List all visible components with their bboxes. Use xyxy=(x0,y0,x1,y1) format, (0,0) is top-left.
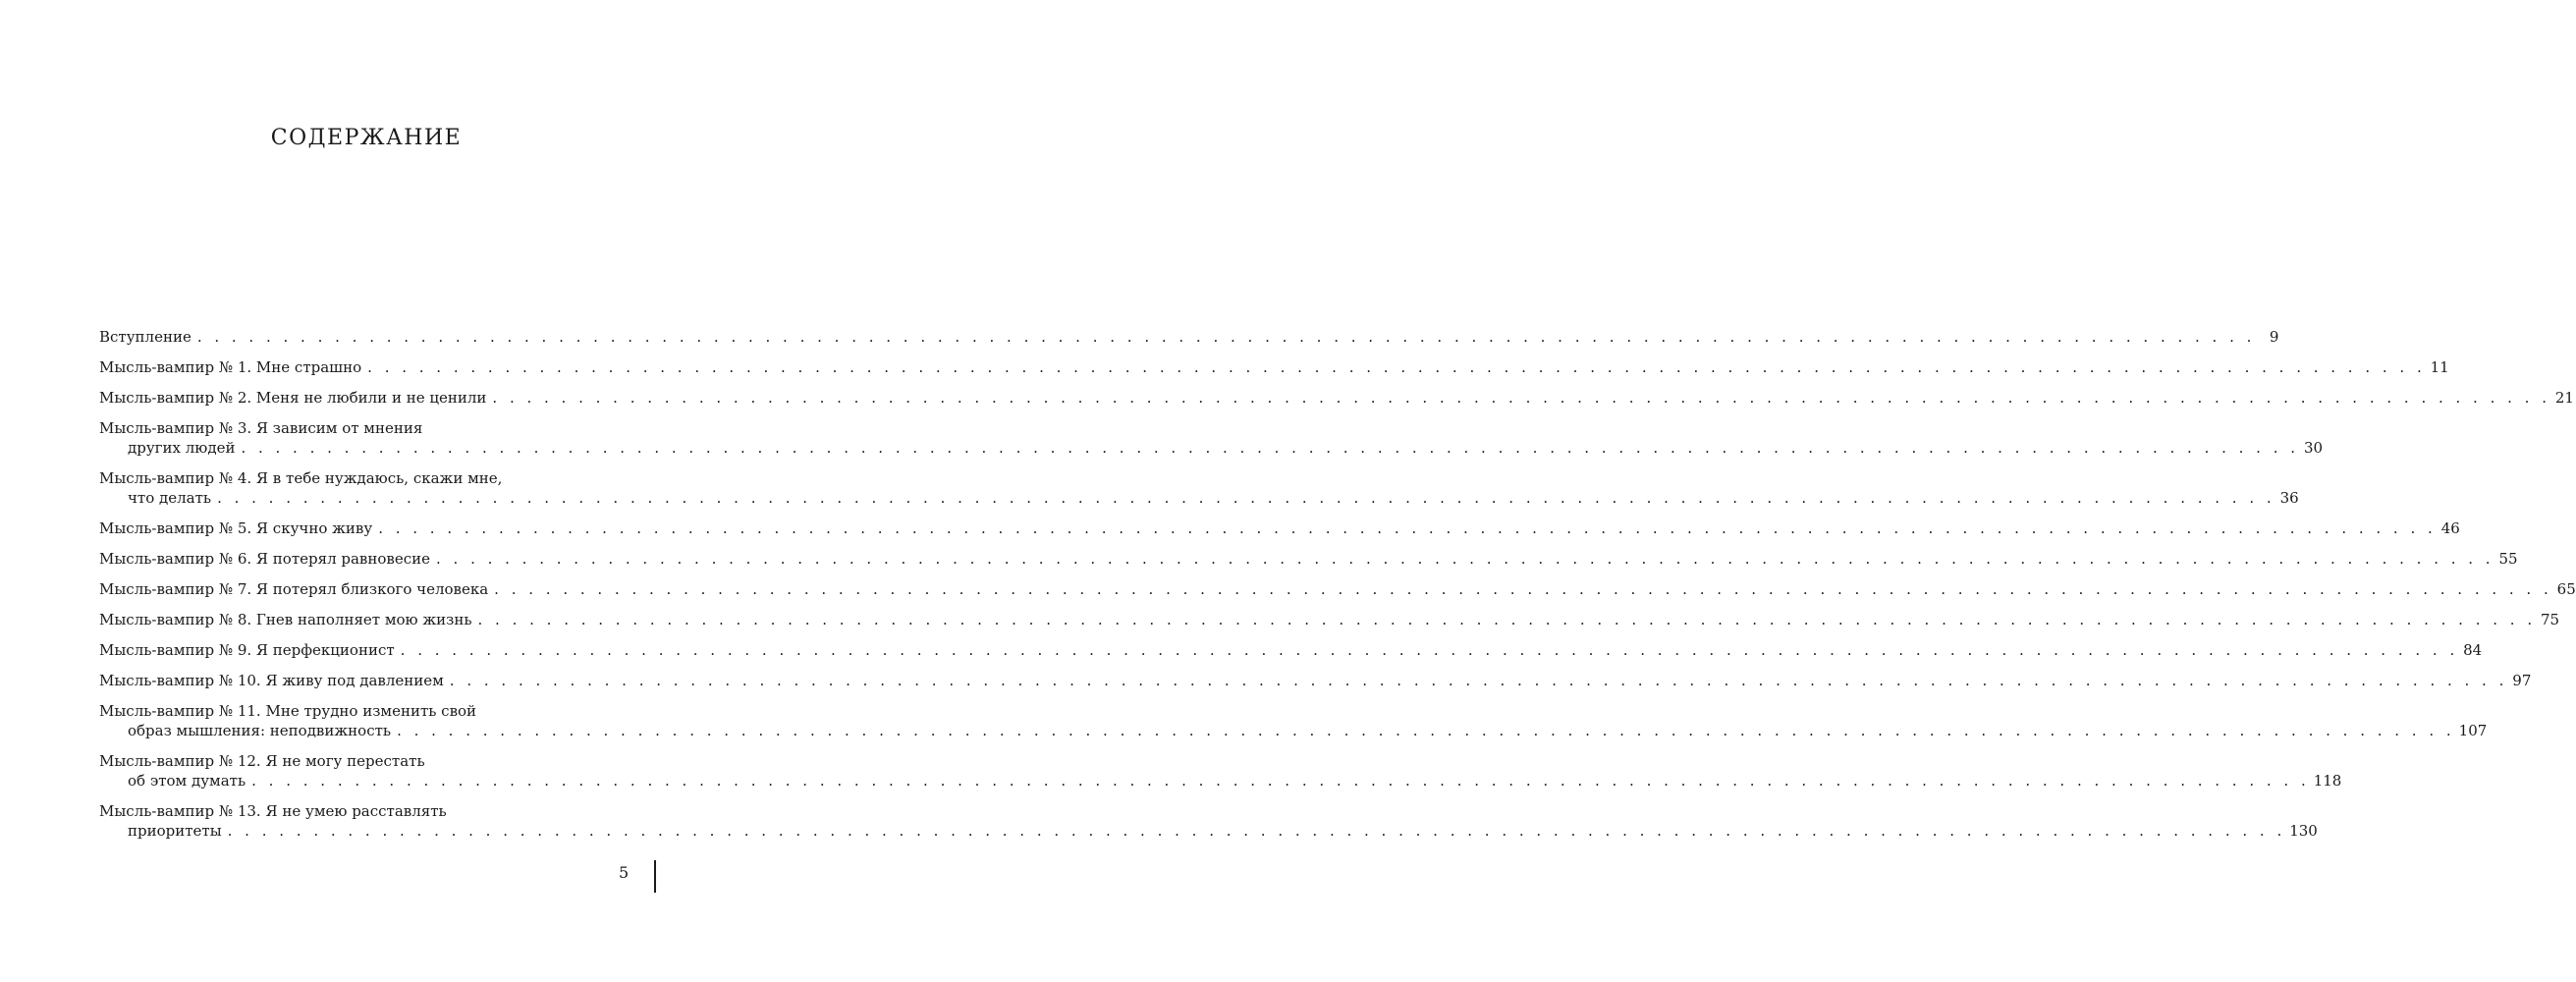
toc-entry-title: Мысль-вампир № 10. Я живу под давлением xyxy=(99,672,444,689)
toc-entry-page: 118 xyxy=(2313,772,2342,790)
dot-leader: . . . . . . . . . . . . . . . . . . . . . . . . . . . . . . . . . . . . . . . . . . . . . . . . . . . . . . . . . . . . . . . . . . . . . . . . . . . . . . . . . . . . . . . . . . . . . . . . . . . . . . . . . . . . . . . . . . . . . . . . xyxy=(217,489,2275,507)
toc-entry-row xyxy=(99,327,2279,347)
toc-entry-title: Мысль-вампир № 1. Мне страшно xyxy=(99,358,362,376)
toc-entry-title-line: Мысль-вампир № 13. Я не умею расставлять xyxy=(99,802,447,820)
dot-leader: . . . . . . . . . . . . . . . . . . . . . . . . . . . . . . . . . . . . . . . . . . . . . . . . . . . . . . . . . . . . . . . . . . . . . . . . . . . . . . . . . . . . . . . . . . . . . . . . . . . . . . . . . . . . . . . . . . . . . . . . xyxy=(436,550,2494,568)
toc-entry-title-line: Мысль-вампир № 3. Я зависим от мнения xyxy=(99,419,423,437)
page-number: 5 xyxy=(619,863,630,882)
toc-entry-row xyxy=(99,488,2299,508)
dot-leader: . . . . . . . . . . . . . . . . . . . . . . . . . . . . . . . . . . . . . . . . . . . . . . . . . . . . . . . . . . . . . . . . . . . . . . . . . . . . . . . . . . . . . . . . . . . . . . . . . . . . . . . . . . . . . . . . . . . . . . . . xyxy=(400,641,2459,659)
toc-entry-page: 97 xyxy=(2512,672,2532,689)
toc-entry-title-line: Мысль-вампир № 4. Я в тебе нуждаюсь, скажи мне, xyxy=(99,469,503,487)
toc-entry-title-line: Мысль-вампир № 11. Мне трудно изменить свой xyxy=(99,702,477,720)
toc-entry-page: 75 xyxy=(2541,611,2560,628)
dot-leader: . . . . . . . . . . . . . . . . . . . . . . . . . . . . . . . . . . . . . . . . . . . . . . . . . . . . . . . . . . . . . . . . . . . . . . . . . . . . . . . . . . . . . . . . . . . . . . . . . . . . . . . . . . . . . . . . . . . . . . . . xyxy=(227,822,2286,840)
toc-entry-page: 65 xyxy=(2556,580,2576,598)
dot-leader: . . . . . . . . . . . . . . . . . . . . . . . . . . . . . . . . . . . . . . . . . . . . . . . . . . . . . . . . . . . . . . . . . . . . . . . . . . . . . . . . . . . . . . . . . . . . . . . . . . . . . . . . . . . . . . . . . . . . . . . . xyxy=(492,389,2550,407)
toc-entry xyxy=(99,468,2299,508)
toc-entry-title: Мысль-вампир № 2. Меня не любили и не ценили xyxy=(99,389,487,407)
toc-entry-page: 11 xyxy=(2430,358,2449,376)
toc-entry xyxy=(99,327,2279,347)
toc-entry xyxy=(99,418,2324,458)
toc-entry-title: образ мышления: неподвижность xyxy=(128,722,392,739)
dot-leader: . . . . . . . . . . . . . . . . . . . . . . . . . . . . . . . . . . . . . . . . . . . . . . . . . . . . . . . . . . . . . . . . . . . . . . . . . . . . . . . . . . . . . . . . . . . . . . . . . . . . . . . . . . . . . . . . . . . . . . . . xyxy=(251,772,2310,790)
dot-leader: . . . . . . . . . . . . . . . . . . . . . . . . . . . . . . . . . . . . . . . . . . . . . . . . . . . . . . . . . . . . . . . . . . . . . . . . . . . . . . . . . . . . . . . . . . . . . . . . . . . . . . . . . . . . . . . . . . . . . . . . xyxy=(494,580,2552,598)
toc-entry-title: Мысль-вампир № 8. Гнев наполняет мою жизнь xyxy=(99,611,472,628)
table-of-contents xyxy=(99,327,2576,851)
dot-leader: . . . . . . . . . . . . . . . . . . . . . . . . . . . . . . . . . . . . . . . . . . . . . . . . . . . . . . . . . . . . . . . . . . . . . . . . . . . . . . . . . . . . . . . . . . . . . . . . . . . . . . . . . . . . . . . . . . . . . . . . xyxy=(367,358,2426,376)
toc-entry-row xyxy=(99,721,2488,740)
toc-entry xyxy=(99,388,2574,408)
toc-entry-title: Вступление xyxy=(99,328,192,346)
toc-entry xyxy=(99,610,2560,629)
toc-entry-page: 107 xyxy=(2458,722,2488,739)
dot-leader: . . . . . . . . . . . . . . . . . . . . . . . . . . . . . . . . . . . . . . . . . . . . . . . . . . . . . . . . . . . . . . . . . . . . . . . . . . . . . . . . . . . . . . . . . . . . . . . . . . . . . . . . . . . . . . . . . . . . . . . . xyxy=(477,611,2537,628)
toc-entry xyxy=(99,518,2460,538)
toc-entry-row xyxy=(99,388,2574,408)
toc-entry-page: 130 xyxy=(2289,822,2318,840)
dot-leader: . . . . . . . . . . . . . . . . . . . . . . . . . . . . . . . . . . . . . . . . . . . . . . . . . . . . . . . . . . . . . . . . . . . . . . . . . . . . . . . . . . . . . . . . . . . . . . . . . . . . . . . . . . . . . . . . . . . . . . . . xyxy=(378,519,2437,537)
toc-entry xyxy=(99,801,2318,841)
toc-entry-row xyxy=(99,579,2576,599)
toc-entry-title: Мысль-вампир № 6. Я потерял равновесие xyxy=(99,550,430,568)
toc-entry-title: Мысль-вампир № 7. Я потерял близкого человека xyxy=(99,580,489,598)
toc-entry-row xyxy=(99,671,2532,690)
toc-entry-page: 9 xyxy=(2269,328,2279,346)
toc-entry-page: 55 xyxy=(2498,550,2518,568)
toc-entry xyxy=(99,701,2488,740)
toc-entry xyxy=(99,640,2483,660)
toc-entry-title: Мысль-вампир № 5. Я скучно живу xyxy=(99,519,373,537)
dot-leader: . . . . . . . . . . . . . . . . . . . . . . . . . . . . . . . . . . . . . . . . . . . . . . . . . . . . . . . . . . . . . . . . . . . . . . . . . . . . . . . . . . . . . . . . . . . . . . . . . . . . . . . . . . . . . . . . . . . . . . . . xyxy=(241,439,2300,457)
toc-entry-page: 46 xyxy=(2440,519,2460,537)
toc-entry-row xyxy=(99,549,2518,569)
page-number-rule xyxy=(654,860,656,893)
toc-entry-row xyxy=(99,821,2318,841)
toc-entry xyxy=(99,549,2518,569)
toc-entry-title-line: Мысль-вампир № 12. Я не могу перестать xyxy=(99,752,425,770)
toc-entry-row xyxy=(99,518,2460,538)
toc-entry-row xyxy=(99,640,2483,660)
toc-entry-title: приоритеты xyxy=(128,822,222,840)
toc-entry xyxy=(99,671,2532,690)
toc-entry-page: 36 xyxy=(2279,489,2299,507)
dot-leader: . . . . . . . . . . . . . . . . . . . . . . . . . . . . . . . . . . . . . . . . . . . . . . . . . . . . . . . . . . . . . . . . . . . . . . . . . . . . . . . . . . . . . . . . . . . . . . . . . . . . . . . . . . . . . . . . . . . . . . . . xyxy=(397,722,2455,739)
toc-entry-row xyxy=(99,438,2324,458)
toc-entry-title: Мысль-вампир № 9. Я перфекционист xyxy=(99,641,395,659)
toc-entry xyxy=(99,357,2449,377)
toc-entry-row xyxy=(99,771,2342,791)
toc-entry-page: 84 xyxy=(2463,641,2483,659)
toc-entry-title: об этом думать xyxy=(128,772,247,790)
toc-entry-title: других людей xyxy=(128,439,236,457)
toc-entry-row xyxy=(99,610,2560,629)
toc-entry xyxy=(99,579,2576,599)
dot-leader: . . . . . . . . . . . . . . . . . . . . . . . . . . . . . . . . . . . . . . . . . . . . . . . . . . . . . . . . . . . . . . . . . . . . . . . . . . . . . . . . . . . . . . . . . . . . . . . . . . . . . . . . . . . . . . . . . . . . . . . . xyxy=(196,328,2256,346)
page-title: СОДЕРЖАНИЕ xyxy=(270,126,463,150)
toc-entry xyxy=(99,751,2342,791)
toc-entry-page: 30 xyxy=(2303,439,2324,457)
toc-entry-row xyxy=(99,357,2449,377)
dot-leader: . . . . . . . . . . . . . . . . . . . . . . . . . . . . . . . . . . . . . . . . . . . . . . . . . . . . . . . . . . . . . . . . . . . . . . . . . . . . . . . . . . . . . . . . . . . . . . . . . . . . . . . . . . . . . . . . . . . . . . . . xyxy=(449,672,2508,689)
toc-entry-page: 21 xyxy=(2554,389,2574,407)
toc-entry-title: что делать xyxy=(128,489,212,507)
